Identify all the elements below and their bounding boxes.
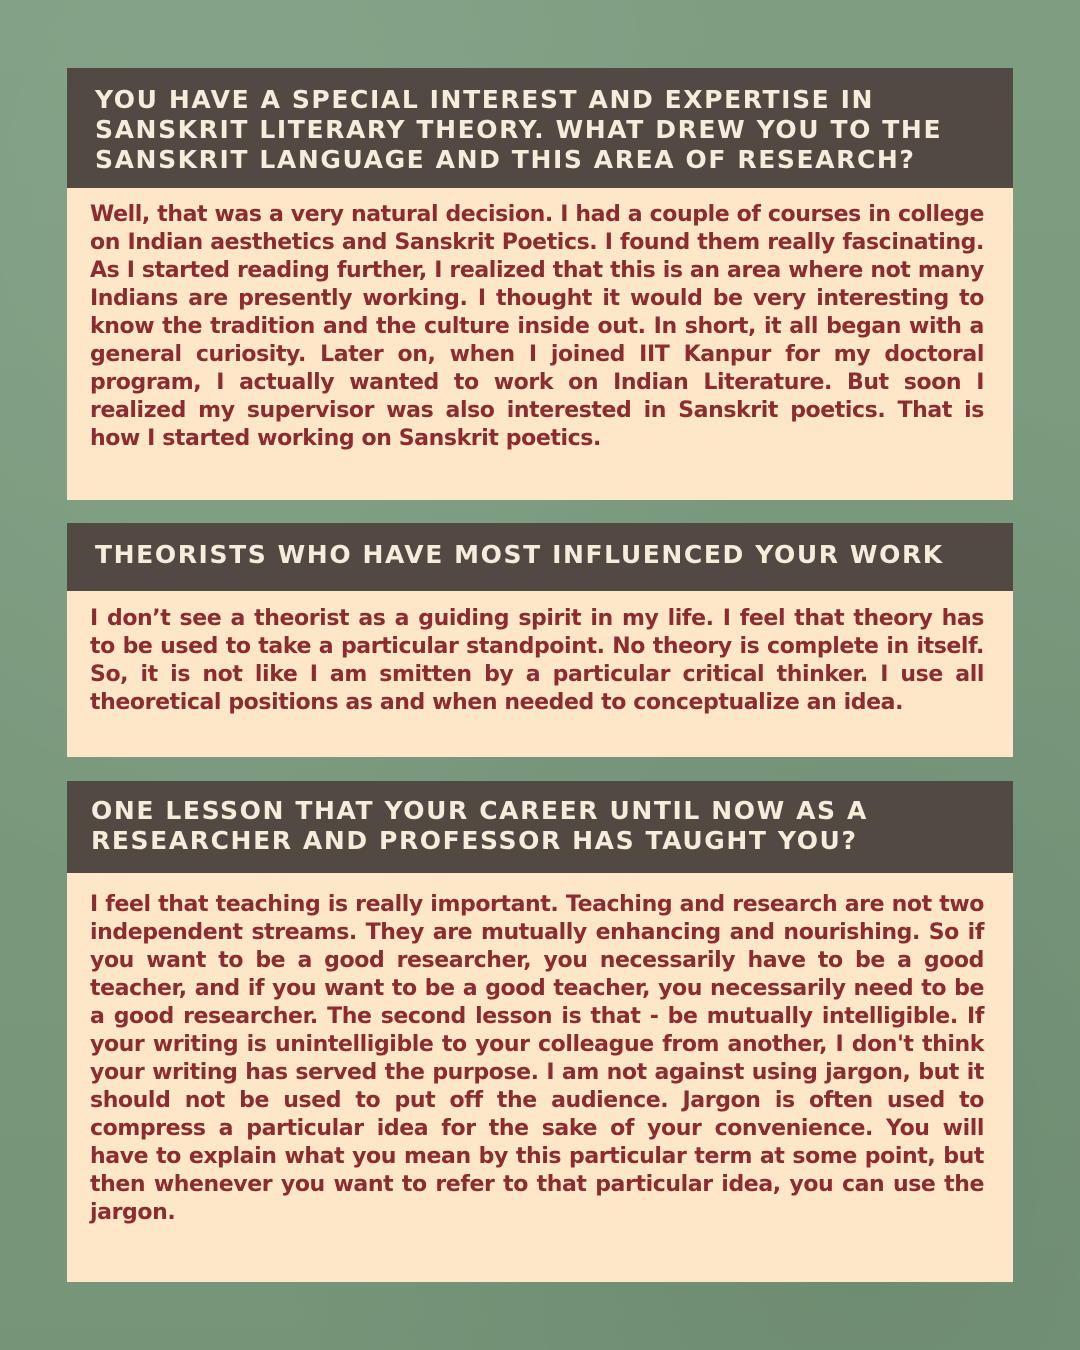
question-heading: ONE LESSON THAT YOUR CAREER UNTIL NOW AS A RESEARCHER AND PROFESSOR HAS TAUGHT YOU? bbox=[67, 781, 1013, 873]
question-heading: YOU HAVE A SPECIAL INTEREST AND EXPERTISE IN SANSKRIT LITERARY THEORY. WHAT DREW YOU TO THE SANSKRIT LANGUAGE AND THIS AREA OF RESEARCH? bbox=[67, 68, 1013, 188]
question-heading: THEORISTS WHO HAVE MOST INFLUENCED YOUR WORK bbox=[67, 523, 1013, 591]
answer-text: I feel that teaching is really important. Teaching and research are not two independent streams. They are mutually enhancing and nourishing. So if you want to be a good researcher, you necessarily have to be a good teacher, and if you want to be a good teacher, you necessarily need to be a good researcher. The second lesson is that - be mutually intelligible. If your writing is unintelligible to your colleague from another, I don't think your writing has served the purpose. I am not against using jargon, but it should not be used to put off the audience. Jargon is often used to compress a particular idea for the sake of your convenience. You will have to explain what you mean by this particular term at some point, but then whenever you want to refer to that particular idea, you can use the jargon. bbox=[67, 873, 1013, 1282]
qa-section-3 bbox=[67, 781, 1013, 1282]
qa-section-2 bbox=[67, 523, 1013, 757]
qa-section-1 bbox=[67, 68, 1013, 500]
answer-text: I don’t see a theorist as a guiding spirit in my life. I feel that theory has to be used to take a particular standpoint. No theory is complete in itself. So, it is not like I am smitten by a particular critical thinker. I use all theoretical positions as and when needed to conceptualize an idea. bbox=[67, 591, 1013, 757]
answer-text: Well, that was a very natural decision. I had a couple of courses in college on Indian aesthetics and Sanskrit Poetics. I found them really fascinating. As I started reading further, I realized that this is an area where not many Indians are presently working. I thought it would be very interesting to know the tradition and the culture inside out. In short, it all began with a general curiosity. Later on, when I joined IIT Kanpur for my doctoral program, I actually wanted to work on Indian Literature. But soon I realized my supervisor was also interested in Sanskrit poetics. That is how I started working on Sanskrit poetics. bbox=[67, 188, 1013, 500]
